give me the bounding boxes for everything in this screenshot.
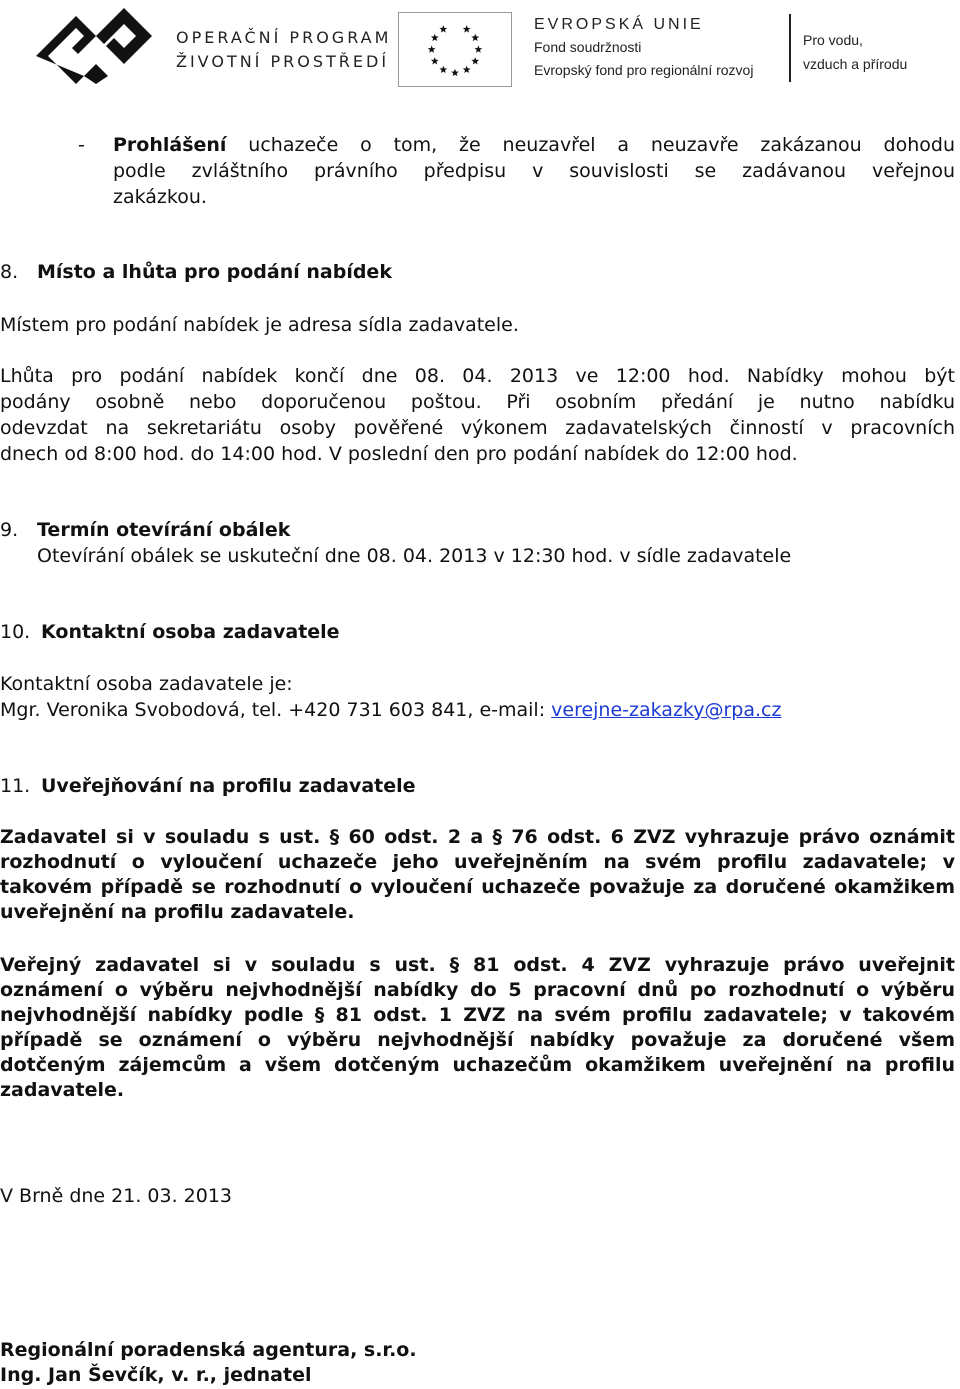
- section-10-heading: [0, 619, 340, 645]
- section-11-heading: [0, 773, 416, 799]
- eu-star: [463, 66, 471, 73]
- declaration-bullet: -: [78, 134, 85, 156]
- eu-star: [451, 22, 459, 29]
- section-8-line-4: odevzdat na sekretariátu osoby pověřené výkonem zadavatelských činností v pracovních: [0, 417, 955, 439]
- signature-person: Ing. Jan Ševčík, v. r., jednatel: [0, 1364, 312, 1386]
- operacni-program-wordmark: [176, 26, 391, 74]
- section-8-line-2: Lhůta pro podání nabídek končí dne 08. 04. 2013 ve 12:00 hod. Nabídky mohou být: [0, 365, 955, 387]
- section-8-heading: [0, 259, 392, 285]
- op-line-1: OPERAČNÍ PROGRAM: [176, 28, 392, 47]
- declaration-bold: Prohlášení: [113, 134, 227, 156]
- eu-star: [439, 25, 447, 32]
- op-line-2: ŽIVOTNÍ PROSTŘEDÍ: [176, 52, 390, 71]
- section-8-line-3: podány osobně nebo doporučenou poštou. Při osobním předání je nutno nabídku: [0, 391, 955, 413]
- contact-email-link[interactable]: verejne-zakazky@rpa.cz: [551, 699, 782, 721]
- place-date: V Brně dne 21. 03. 2013: [0, 1185, 233, 1207]
- section-10-number: 10.: [0, 621, 31, 643]
- declaration-line-2: podle zvláštního právního předpisu v souvislosti se zadávanou veřejnou: [113, 160, 955, 182]
- slogan: [803, 28, 907, 76]
- section-11-title: Uveřejňování na profilu zadavatele: [41, 775, 416, 797]
- eu-star: [474, 45, 482, 52]
- section-8-line-5: dnech od 8:00 hod. do 14:00 hod. V poslední den pro podání nabídek do 12:00 hod.: [0, 443, 798, 465]
- contact-details: Mgr. Veronika Svobodová, tel. +420 731 603 841, e-mail:: [0, 699, 552, 721]
- section-11-paragraph-2: Veřejný zadavatel si v souladu s ust. § 81 odst. 4 ZVZ vyhrazuje právo uveřejnit oznámení o výběru nejvhodnější nabídky do 5 pracovní dnů po rozhodnutí o výběru nejvhodnější nabídky podle § 81 odst. 1 ZVZ na svém profilu zadavatele; v takovém případě se oznámení o výběru nejvhodnější nabídky považuje za doručené všem dotčeným zájemcům a všem dotčeným uchazečům okamžikem uveřejnění na profilu zadavatele.: [0, 954, 955, 1101]
- section-8-number: 8.: [0, 261, 19, 283]
- eu-star: [471, 57, 479, 64]
- eu-fund-1: Fond soudržnosti: [534, 39, 642, 55]
- section-9-title: Termín otevírání obálek: [37, 519, 291, 541]
- eu-title: EVROPSKÁ UNIE: [534, 16, 704, 33]
- document-header: [0, 0, 960, 90]
- header-divider: [789, 14, 791, 82]
- eu-wordmark: [534, 14, 753, 82]
- slogan-line-1: Pro vodu,: [803, 32, 863, 48]
- signature-organization: Regionální poradenská agentura, s.r.o.: [0, 1339, 417, 1361]
- operacni-program-logo: [36, 4, 156, 84]
- declaration-line-3: zakázkou.: [113, 186, 207, 208]
- eu-star: [463, 25, 471, 32]
- section-8-title: Místo a lhůta pro podání nabídek: [37, 261, 392, 283]
- eu-star: [431, 34, 439, 41]
- declaration-rest: uchazeče o tom, že neuzavřel a neuzavře zakázanou dohodu: [226, 134, 955, 156]
- eu-star: [431, 57, 439, 64]
- section-9-heading: [0, 517, 290, 543]
- section-10-line-2: [0, 697, 781, 723]
- eu-star: [451, 69, 459, 76]
- section-8-line-1: Místem pro podání nabídek je adresa sídla zadavatele.: [0, 314, 519, 336]
- section-11-number: 11.: [0, 775, 31, 797]
- slogan-line-2: vzduch a přírodu: [803, 56, 908, 72]
- section-10-line-1: Kontaktní osoba zadavatele je:: [0, 673, 293, 695]
- section-10-title: Kontaktní osoba zadavatele: [41, 621, 340, 643]
- eu-star: [471, 34, 479, 41]
- eu-fund-2: Evropský fond pro regionální rozvoj: [534, 62, 754, 78]
- eu-star: [428, 45, 436, 52]
- section-11-paragraph-1: Zadavatel si v souladu s ust. § 60 odst. 2 a § 76 odst. 6 ZVZ vyhrazuje právo oznámit rozhodnutí o vyloučení uchazeče jeho uveřejněním na svém profilu zadavatele; v takovém případě se rozhodnutí o vyloučení uchazeče považuje za doručené okamžikem uveřejnění na profilu zadavatele.: [0, 826, 955, 923]
- section-9-line-1: Otevírání obálek se uskuteční dne 08. 04. 2013 v 12:30 hod. v sídle zadavatele: [37, 545, 792, 567]
- eu-flag-icon: [398, 12, 512, 87]
- section-9-number: 9.: [0, 519, 19, 541]
- declaration-line-1: [113, 132, 955, 158]
- eu-star: [439, 66, 447, 73]
